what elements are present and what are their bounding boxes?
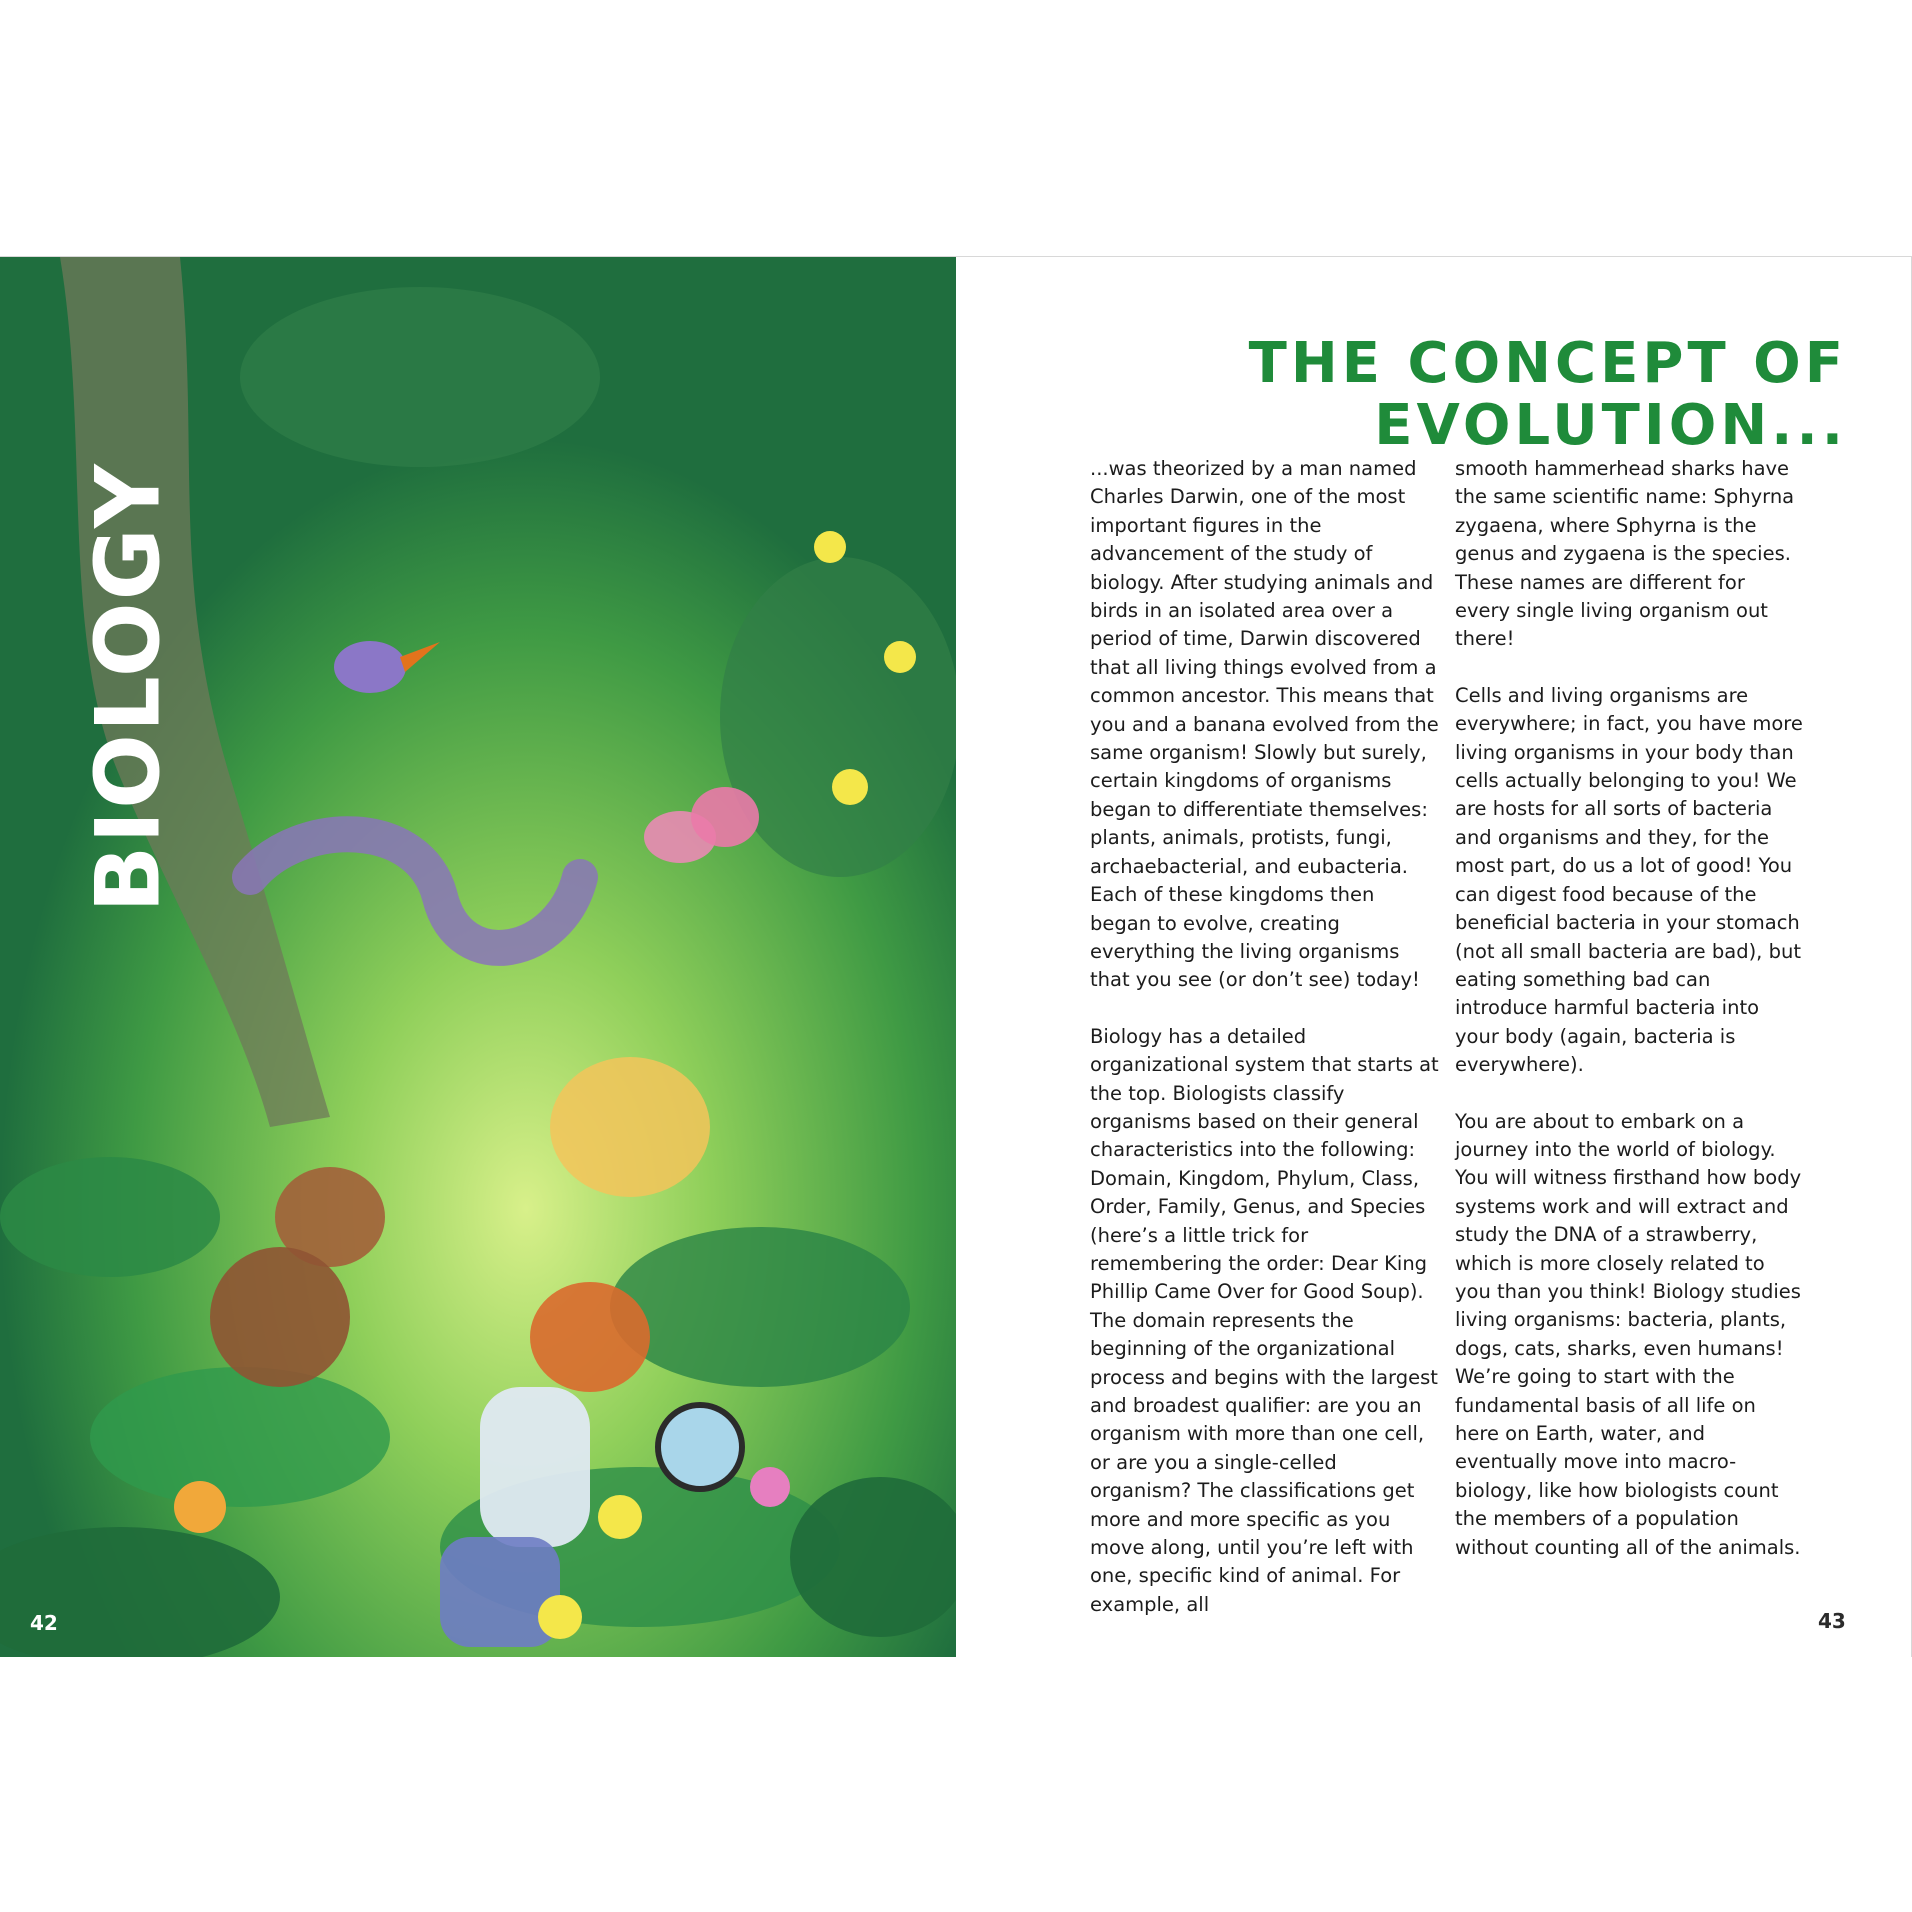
paragraph: ...was theorized by a man named Charles Darwin, one of the most important figures in the advancement of the study of biology. After studying animals and birds in an isolated area over a period of time, Darwin discovered that all living things evolved from a common ancestor. This means that you and a banana evolved from the same organism! Slowly but surely, certain kingdoms of organisms began to differentiate themselves: plants, animals, protists, fungi, archaebacterial, and eubacteria. Each of these kingdoms then began to evolve, creating everything the living organisms that you see (or don’t see) today! [1090, 457, 1439, 992]
page-title [1249, 333, 1847, 457]
text-column-2 [1455, 455, 1805, 1590]
section-label-text: BIOLOGY [76, 461, 180, 913]
paragraph: Biology has a detailed organizational system that starts at the top. Biologists classify organisms based on their general characteristics into the following: Domain, Kingdom, Phylum, Class, Order, Family, Genus, and Species (here’s a little trick for remembering the order: Dear King Phillip Came Over for Good Soup). The domain represents the beginning of the organizational process and begins with the largest and broadest qualifier: are you an organism with more than one cell, or are you a single-celled organism? The classifications get more and more specific as you move along, until you’re left with one, specific kind of animal. For example, all [1090, 1024, 1439, 1616]
left-page [0, 257, 956, 1657]
page-number-right: 43 [1818, 1609, 1846, 1633]
page-number-left: 42 [30, 1611, 58, 1635]
book-spread [0, 256, 1912, 1656]
right-page [956, 257, 1912, 1657]
paragraph: You are about to embark on a journey into the world of biology. You will witness firsthand how body systems work and will extract and study the DNA of a strawberry, which is more closely related to you than you think! Biology studies living organisms: bacteria, plants, dogs, cats, sharks, even humans! We’re going to start with the fundamental basis of all life on here on Earth, water, and eventually move into macro-biology, like how biologists count the members of a population without counting all of the animals. [1455, 1109, 1802, 1559]
paragraph: Cells and living organisms are everywhere; in fact, you have more living organisms in your body than cells actually belonging to you! We are hosts for all sorts of bacteria and organisms and they, for the most part, do us a lot of good! You can digest food because of the beneficial bacteria in your stomach (not all small bacteria are bad), but eating something bad can introduce harmful bacteria into your body (again, bacteria is everywhere). [1455, 683, 1803, 1077]
title-line-2: EVOLUTION... [1374, 393, 1847, 458]
section-label [76, 347, 180, 1027]
paragraph: smooth hammerhead sharks have the same scientific name: Sphyrna zygaena, where Sphyrna is the genus and zygaena is the species. These names are different for every single living organism out there! [1455, 457, 1795, 651]
title-line-1: THE CONCEPT OF [1248, 331, 1847, 396]
text-column-1 [1090, 455, 1440, 1647]
